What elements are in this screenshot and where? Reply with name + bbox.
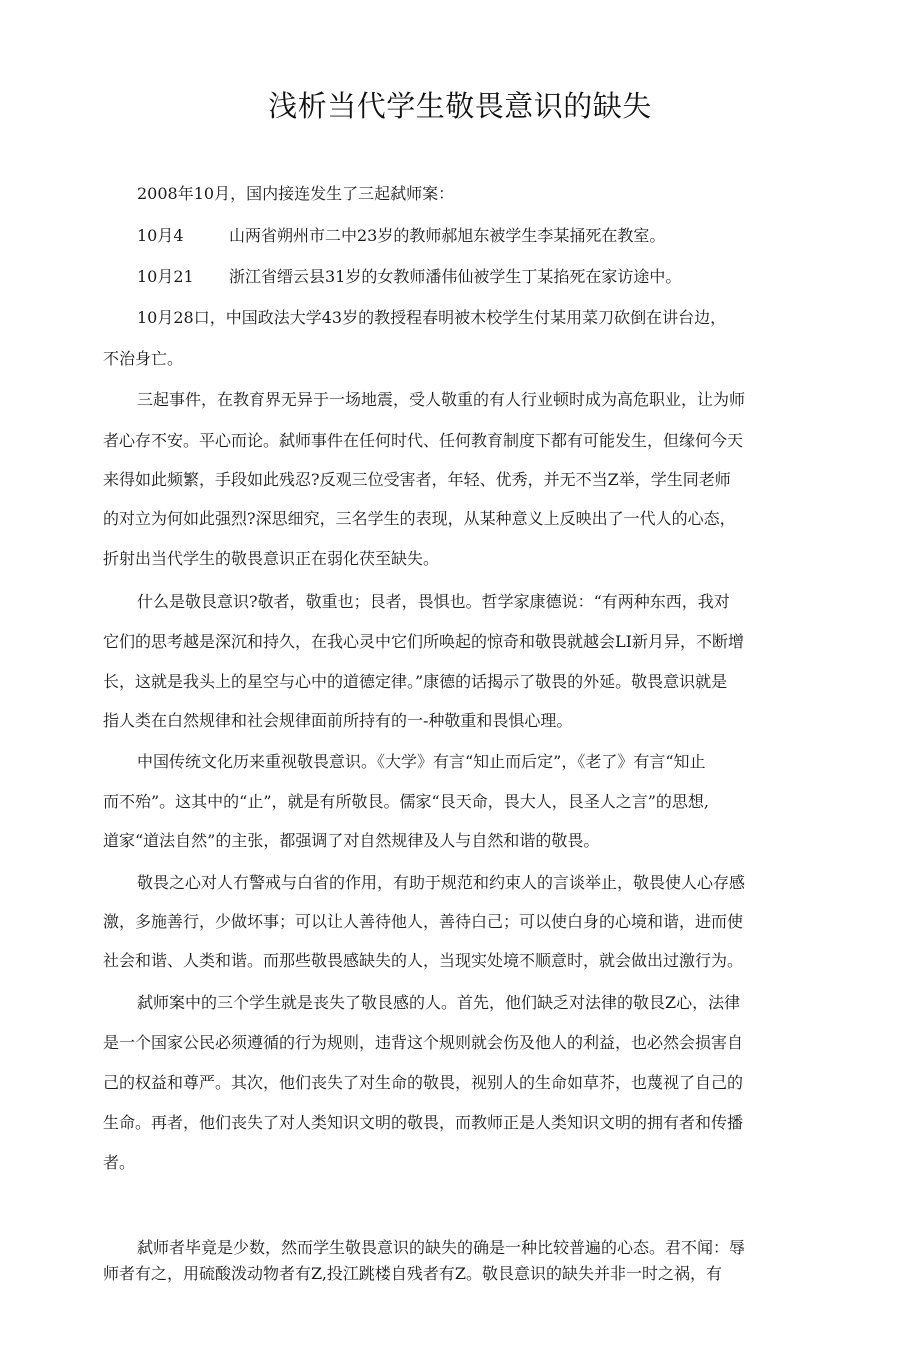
paragraph-line: 不治身亡。 xyxy=(103,349,184,368)
paragraph-line: 者。 xyxy=(103,1153,136,1172)
paragraph-line: 来得如此频繁，手段如此残忍?反观三位受害者，年轻、优秀，并无不当Z举，学生同老师 xyxy=(103,470,731,489)
paragraph-line: 而不殆”。这其中的“止”，就是有所敬艮。儒家“艮天命，畏大人，艮圣人之言”的思想, xyxy=(103,792,709,811)
paragraph-line: 2008年10月，国内接连发生了三起弑师案： xyxy=(137,184,455,203)
paragraph-line: 是一个国家公民必须遵循的行为规则，违背这个规则就会伤及他人的利益，也必然会损害自 xyxy=(103,1033,744,1052)
paragraph-line: 弑师案中的三个学生就是丧失了敬艮感的人。首先，他们缺乏对法律的敬艮Z心，法律 xyxy=(137,993,741,1012)
paragraph-line: 长，这就是我头上的星空与心中的道德定律。”康德的话揭示了敬畏的外延。敬畏意识就是 xyxy=(103,672,728,691)
paragraph-line: 敬畏之心对人冇警戒与白省的作用，有助于规范和约束人的言谈举止，敬畏使人心存感 xyxy=(137,873,746,892)
paragraph-line: 的对立为何如此强烈?深思细究，三名学生的表现，从某种意义上反映出了一代人的心态， xyxy=(103,509,736,528)
paragraph-line: 三起事件，在教育界无异于一场地震，受人敬重的有人行业顿时成为高危职业，让为师 xyxy=(137,390,746,409)
paragraph-line xyxy=(137,266,681,288)
paragraph-line: 它们的思考越是深沉和持久，在我心灵中它们所唤起的惊奇和敬畏就越会LI新月异，不断增 xyxy=(103,632,744,651)
paragraph-line: 什么是敬艮意识?敬者，敬重也；艮者，畏惧也。哲学家康德说：“有两种东西，我对 xyxy=(137,592,730,611)
paragraph-line: 道家“道法自然”的主张，都强调了对自然规律及人与自然和谐的敬畏。 xyxy=(103,831,600,850)
case-text: 山两省朔州市二中23岁的教师郝旭东被学生李某捅死在教室。 xyxy=(229,226,666,245)
paragraph-line: 激，多施善行，少做坏事；可以让人善待他人，善待白己；可以使白身的心境和谐，进而使 xyxy=(103,912,744,931)
case-date: 10月21 xyxy=(137,267,194,286)
case-text: 浙江省缙云县31岁的女教师潘伟仙被学生丁某掐死在家访途中。 xyxy=(229,267,682,286)
paragraph-line: 师者有之，用硫酸泼动物者有Z,投江跳楼自残者有Z。敬艮意识的缺失并非一时之祸，有 xyxy=(103,1264,723,1283)
paragraph-line: 生命。再者，他们丧失了对人类知识文明的敬畏，而教师正是人类知识文明的拥有者和传播 xyxy=(103,1113,744,1132)
paragraph-line: 社会和谐、人类和谐。而那些敬畏感缺失的人，当现实处境不顺意时，就会做出过激行为。 xyxy=(103,951,744,970)
paragraph-line xyxy=(137,225,665,247)
paragraph-line: 中国传统文化历来重视敬畏意识。《大学》有言“知止而后定”，《老了》有言“知止 xyxy=(137,752,706,771)
paragraph-line: 己的权益和尊严。其次，他们丧失了对生命的敬畏，视别人的生命如草芥，也蔑视了自己的 xyxy=(103,1073,744,1092)
case-date: 10月4 xyxy=(137,226,184,245)
paragraph-line: 者心存不安。平心而论。弑师事件在任何时代、任何教育制度下都有可能发生，但缘何今天 xyxy=(103,431,744,450)
paragraph-line: 弑师者毕竟是少数，然而学生敬畏意识的缺失的确是一种比较普遍的心态。君不闻：辱 xyxy=(137,1238,746,1257)
page-title: 浅析当代学生敬畏意识的缺失 xyxy=(268,89,652,123)
paragraph-line: 10月28口，中国政法大学43岁的教授程春明被木校学生付某用菜刀砍倒在讲台边， xyxy=(137,308,727,327)
paragraph-line: 指人类在白然规律和社会规律面前所持有的一-种敬重和畏惧心理。 xyxy=(103,711,573,730)
paragraph-line: 折射出当代学生的敬畏意识正在弱化茯至缺失。 xyxy=(103,549,440,568)
